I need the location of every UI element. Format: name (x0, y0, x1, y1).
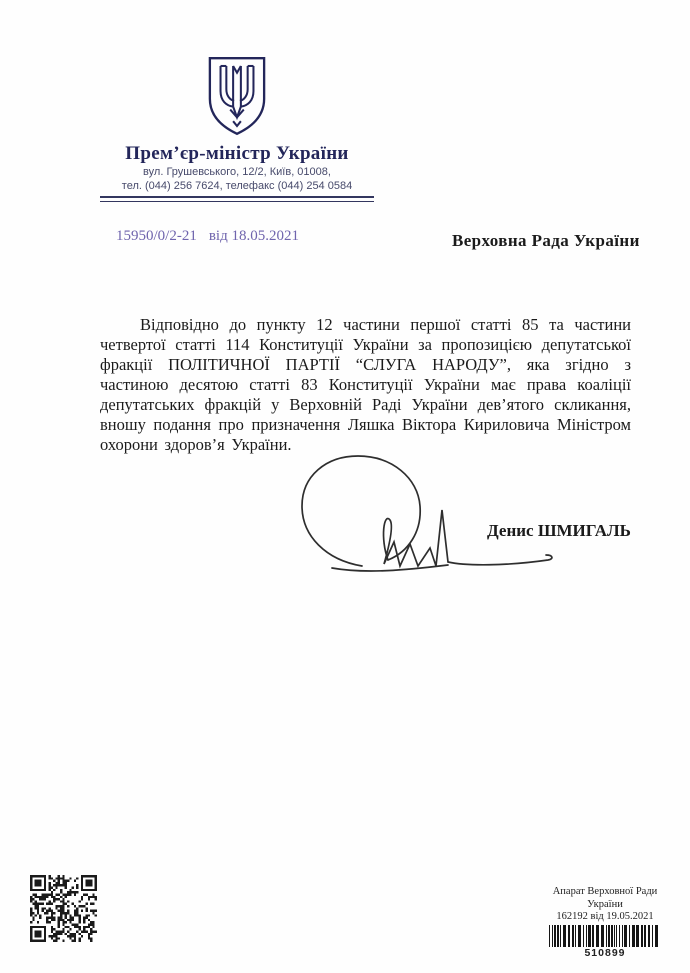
ukraine-trident-emblem-icon (206, 54, 268, 138)
reference-number: 15950/0/2-21 (116, 228, 197, 244)
registration-office: Апарат Верховної Ради України (552, 886, 658, 910)
addressee: Верховна Рада України (452, 231, 640, 250)
sender-address-line2: тел. (044) 256 7624, телефакс (044) 254 0584 (121, 179, 353, 192)
reference-date: від 18.05.2021 (208, 228, 299, 244)
registration-stamp (116, 228, 299, 245)
qr-code-icon (30, 875, 97, 942)
barcode-icon (549, 925, 661, 947)
letter-body: Відповідно до пункту 12 частини першої статті 85 та частини четвертої статті 114 Конституції України за пропозицією депутатської фракції ПОЛІТИЧНОЇ ПАРТІЇ “СЛУГА НАРОДУ”, яка згідно з частиною десятою статті 83 Конституції України має права коаліції депутатських фракцій у Верховній Раді України дев’ятого скликання, вношу подання про призначення Ляшка Віктора Кириловича Міністром охорони здоров’я України. (100, 315, 631, 454)
letterhead-divider (100, 196, 374, 202)
signer-name: Денис ШМИГАЛЬ (487, 521, 631, 540)
barcode-number: 510899 (584, 946, 626, 959)
parliament-registration-block (536, 886, 674, 959)
letterhead (100, 54, 374, 202)
handwritten-signature-icon (296, 448, 568, 584)
registration-entry: 162192 від 19.05.2021 (556, 911, 654, 922)
sender-address-line1: вул. Грушевського, 12/2, Київ, 01008, (143, 166, 331, 178)
sender-title: Прем’єр-міністр України (125, 143, 349, 164)
